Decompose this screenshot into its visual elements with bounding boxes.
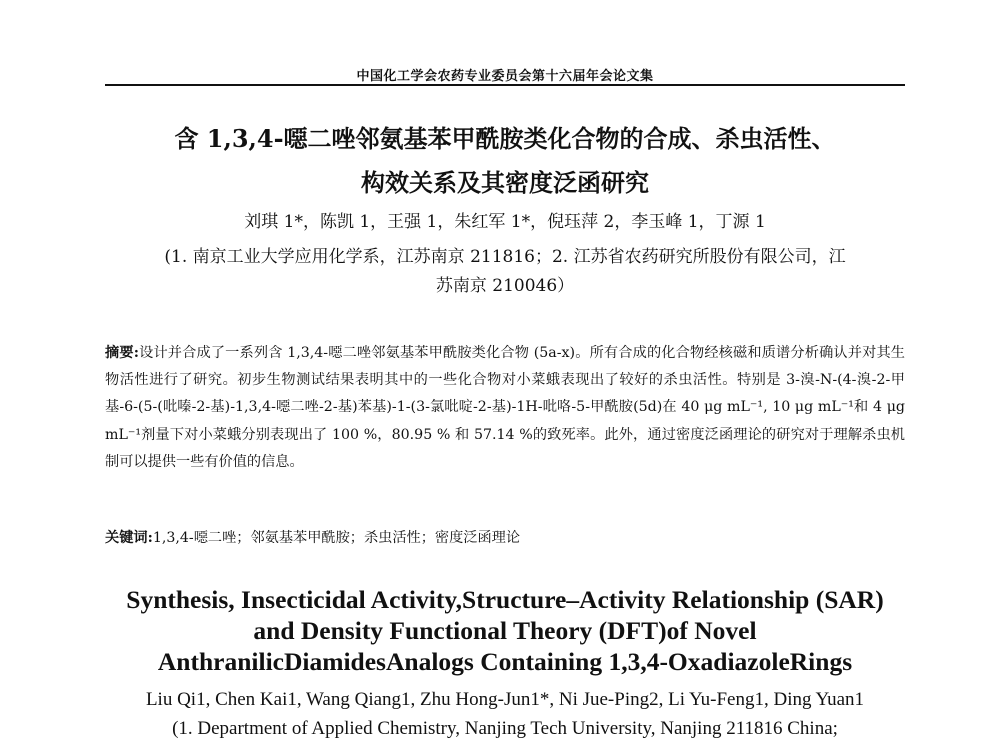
chinese-title-line-1: 含 1,3,4-噁二唑邻氨基苯甲酰胺类化合物的合成、杀虫活性、 <box>174 124 836 153</box>
abstract-label: 摘要: <box>105 345 139 361</box>
chinese-authors: 刘琪 1*，陈凯 1，王强 1，朱红军 1*，倪珏萍 2，李玉峰 1，丁源 1 <box>244 212 766 232</box>
header-rule <box>105 84 905 86</box>
english-authors: Liu Qi1, Chen Kai1, Wang Qiang1, Zhu Hong-Jun1*, Ni Jue-Ping2, Li Yu-Feng1, Ding Yuan1 <box>145 689 865 710</box>
running-head: 中国化工学会农药专业委员会第十六届年会论文集 <box>356 69 654 84</box>
english-title-line-1: Synthesis, Insecticidal Activity,Structure–Activity Relationship (SAR) <box>126 585 884 614</box>
chinese-title-line-2: 构效关系及其密度泛函研究 <box>361 168 649 197</box>
english-affiliation-line-1: (1. Department of Applied Chemistry, Nanjing Tech University, Nanjing 211816 China; <box>172 718 838 739</box>
chinese-affiliation-line-2: 苏南京 210046） <box>435 276 575 296</box>
abstract-text: 设计并合成了一系列含 1,3,4-噁二唑邻氨基苯甲酰胺类化合物 (5a-x)。所有合成的化合物经核磁和质谱分析确认并对其生物活性进行了研究。初步生物测试结果表明其中的一些化合物对小菜蛾表现出了较好的杀虫活性。特别是 3-溴-N-(4-溴-2-甲基-6-(5-(吡嗪-2-基)-1,3,4-噁二唑-2-基)苯基)-1-(3-氯吡啶-2-基)-1H-吡咯-5-甲酰胺(5d)在 40 μg mL⁻¹, 10 μg mL⁻¹和 4 μg mL⁻¹剂量下对小菜蛾分别表现出了 100 %，80.95 % 和 57.14 %的致死率。此外，通过密度泛函理论的研究对于理解杀虫机制可以提供一些有价值的信息。 <box>105 345 905 470</box>
chinese-affiliation-line-1: (1. 南京工业大学应用化学系，江苏南京 211816；2. 江苏省农药研究所股份有限公司，江 <box>164 247 846 267</box>
english-title-line-2: and Density Functional Theory (DFT)of Novel <box>253 616 757 645</box>
keywords-text: 1,3,4-噁二唑；邻氨基苯甲酰胺；杀虫活性；密度泛函理论 <box>152 530 521 546</box>
chinese-keywords <box>105 526 905 550</box>
english-title-line-3: AnthranilicDiamidesAnalogs Containing 1,3,4-OxadiazoleRings <box>157 647 853 676</box>
keywords-label: 关键词: <box>105 530 153 546</box>
chinese-abstract <box>105 340 905 476</box>
